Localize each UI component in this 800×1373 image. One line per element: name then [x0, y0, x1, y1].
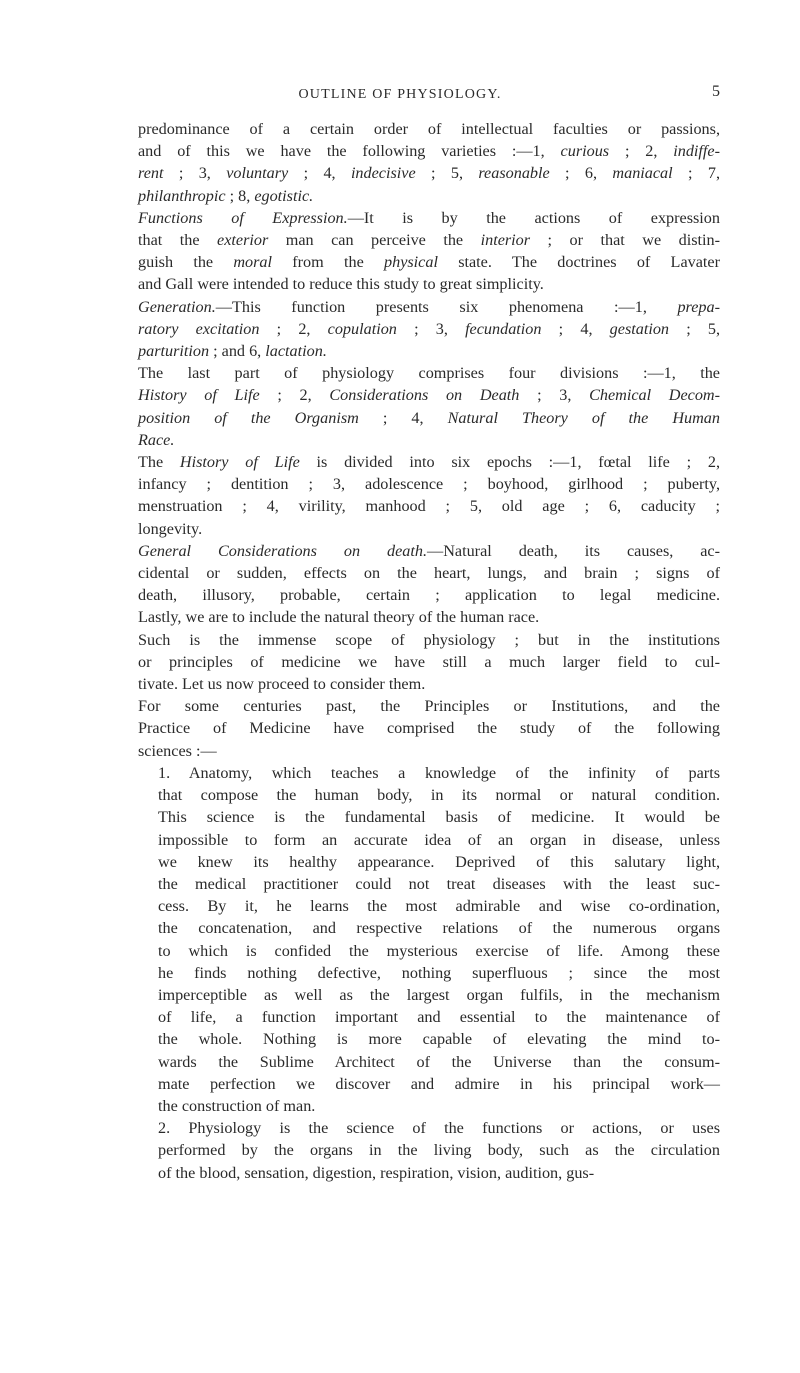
- italic-run: History of Life: [179, 453, 300, 472]
- text-line: [138, 162, 720, 184]
- text-run: —Natural death, its causes, ac-: [427, 541, 720, 560]
- text-run: ; 4,: [358, 408, 448, 427]
- text-run: The: [138, 453, 180, 472]
- text-run: tivate. Let us now proceed to consider them.: [138, 675, 426, 694]
- italic-run: History of Life: [138, 386, 260, 405]
- text-run: performed by the organs in the living body, such as the circulation: [158, 1141, 720, 1160]
- italic-run: Chemical Decom-: [589, 386, 721, 405]
- text-run: wards the Sublime Architect of the Universe than the consum-: [158, 1052, 720, 1071]
- italic-run: curious: [560, 142, 610, 161]
- paragraph: [138, 451, 720, 540]
- text-line: [138, 962, 720, 984]
- paragraph: [138, 540, 720, 629]
- text-run: ; 7,: [672, 164, 721, 183]
- italic-run: lactation.: [265, 342, 327, 361]
- text-line: [138, 784, 720, 806]
- text-run: of the blood, sensation, digestion, respiration, vision, audition, gus-: [158, 1163, 595, 1182]
- text-line: [138, 518, 720, 540]
- text-run: mate perfection we discover and admire in his principal work—: [158, 1074, 720, 1093]
- text-line: [138, 362, 720, 384]
- italic-run: Functions of Expression.: [138, 208, 348, 227]
- text-line: [138, 473, 720, 495]
- text-run: cidental or sudden, effects on the heart, lungs, and brain ; signs of: [138, 564, 720, 583]
- text-line: [138, 895, 720, 917]
- italic-run: General Considerations on death.: [138, 541, 428, 560]
- text-run: or principles of medicine we have still a much larger field to cul-: [138, 652, 720, 671]
- text-line: [138, 584, 720, 606]
- text-line: [138, 140, 720, 162]
- italic-run: indecisive: [350, 164, 416, 183]
- italic-run: Considerations on Death: [329, 386, 520, 405]
- text-run: ; 5,: [415, 164, 479, 183]
- text-run: imperceptible as well as the largest organ fulfils, in the mechanism: [158, 985, 720, 1004]
- text-line: [138, 296, 720, 318]
- text-run: Practice of Medicine have comprised the study of the following: [138, 719, 720, 738]
- text-run: and of this we have the following varieties :—1,: [138, 142, 561, 161]
- text-line: [138, 651, 720, 673]
- text-line: [138, 629, 720, 651]
- text-run: —It is by the actions of expression: [347, 208, 720, 227]
- text-run: impossible to form an accurate idea of an organ in disease, unless: [158, 830, 720, 849]
- text-run: ; 8,: [225, 186, 255, 205]
- text-run: ; 6,: [549, 164, 613, 183]
- italic-run: voluntary: [226, 164, 289, 183]
- italic-run: egotistic.: [254, 186, 314, 205]
- paragraph: [138, 762, 720, 1117]
- text-run: menstruation ; 4, virility, manhood ; 5, old age ; 6, caducity ;: [138, 497, 720, 516]
- text-run: ; 3,: [519, 386, 590, 405]
- italic-run: reasonable: [478, 164, 550, 183]
- italic-run: position of the Organism: [138, 408, 359, 427]
- italic-run: maniacal: [612, 164, 673, 183]
- text-line: [138, 318, 720, 340]
- text-run: ; 4,: [288, 164, 351, 183]
- italic-run: ratory excitation: [138, 319, 260, 338]
- text-line: [138, 185, 720, 207]
- text-line: [138, 540, 720, 562]
- text-line: [138, 1051, 720, 1073]
- text-run: ; 2,: [259, 319, 328, 338]
- paragraph: [138, 207, 720, 296]
- text-line: [138, 118, 720, 140]
- text-run: the concatenation, and respective relations of the numerous organs: [158, 919, 720, 938]
- text-line: [138, 251, 720, 273]
- text-line: [138, 717, 720, 739]
- italic-run: Natural Theory of the Human: [447, 408, 720, 427]
- text-run: ; 5,: [669, 319, 721, 338]
- text-run: that the: [138, 231, 218, 250]
- text-line: [138, 1006, 720, 1028]
- paragraph: [138, 1117, 720, 1184]
- text-run: ; 3,: [163, 164, 227, 183]
- text-run: 1. Anatomy, which teaches a knowledge of the infinity of parts: [158, 763, 720, 782]
- italic-run: Race.: [138, 430, 175, 449]
- text-line: [138, 695, 720, 717]
- italic-run: fecundation: [465, 319, 542, 338]
- text-run: ; or that we distin-: [530, 231, 720, 250]
- text-line: [138, 940, 720, 962]
- text-line: [138, 229, 720, 251]
- text-run: ; 2,: [609, 142, 674, 161]
- text-run: Lastly, we are to include the natural theory of the human race.: [138, 608, 540, 627]
- text-run: we knew its healthy appearance. Deprived of this salutary light,: [158, 852, 720, 871]
- text-line: [138, 273, 720, 295]
- text-line: [138, 873, 720, 895]
- text-line: [138, 340, 720, 362]
- text-run: The last part of physiology comprises four divisions :—1, the: [138, 364, 720, 383]
- italic-run: philanthropic: [138, 186, 226, 205]
- text-run: that compose the human body, in its normal or natural condition.: [158, 786, 720, 805]
- text-line: [138, 1073, 720, 1095]
- body-text: [138, 118, 720, 1184]
- text-run: ; and 6,: [209, 342, 266, 361]
- italic-run: physical: [384, 253, 438, 272]
- text-line: [138, 495, 720, 517]
- text-line: [138, 384, 720, 406]
- text-run: ; 4,: [541, 319, 610, 338]
- text-line: [138, 1117, 720, 1139]
- italic-run: moral: [233, 253, 273, 272]
- italic-run: exterior: [217, 231, 269, 250]
- text-run: from the: [272, 253, 384, 272]
- text-run: predominance of a certain order of intellectual faculties or passions,: [138, 120, 720, 138]
- italic-run: copulation: [327, 319, 397, 338]
- text-run: he finds nothing defective, nothing superfluous ; since the most: [158, 963, 720, 982]
- paragraph: [138, 629, 720, 696]
- text-line: [138, 740, 720, 762]
- italic-run: rent: [138, 164, 164, 183]
- text-run: of life, a function important and essential to the maintenance of: [158, 1008, 720, 1027]
- text-line: [138, 984, 720, 1006]
- text-line: [138, 606, 720, 628]
- running-header: OUTLINE OF PHYSIOLOGY.: [298, 87, 502, 102]
- text-run: Such is the immense scope of physiology ; but in the institutions: [138, 630, 720, 649]
- text-run: For some centuries past, the Principles or Institutions, and the: [138, 697, 720, 716]
- text-line: [138, 1139, 720, 1161]
- text-line: [138, 451, 720, 473]
- paragraph: [138, 296, 720, 363]
- text-line: [138, 407, 720, 429]
- text-line: [138, 429, 720, 451]
- text-run: ; 2,: [259, 386, 330, 405]
- text-run: and Gall were intended to reduce this study to great simplicity.: [138, 275, 544, 294]
- text-line: [138, 917, 720, 939]
- italic-run: interior: [480, 231, 531, 250]
- text-line: [138, 207, 720, 229]
- text-run: ; 3,: [396, 319, 466, 338]
- text-run: is divided into six epochs :—1, fœtal life ; 2,: [299, 453, 720, 472]
- text-run: infancy ; dentition ; 3, adolescence ; boyhood, girlhood ; puberty,: [138, 475, 720, 494]
- text-line: [138, 562, 720, 584]
- text-run: This science is the fundamental basis of medicine. It would be: [158, 808, 720, 827]
- text-run: the medical practitioner could not treat diseases with the least suc-: [158, 874, 720, 893]
- text-run: —This function presents six phenomena :—1,: [215, 297, 678, 316]
- paragraph: [138, 695, 720, 762]
- text-run: longevity.: [138, 519, 203, 538]
- text-line: [138, 1095, 720, 1117]
- text-line: [138, 673, 720, 695]
- paragraph: [138, 362, 720, 451]
- italic-run: parturition: [138, 342, 210, 361]
- text-run: cess. By it, he learns the most admirable and wise co-ordination,: [158, 897, 720, 916]
- text-run: guish the: [138, 253, 234, 272]
- page-number: 5: [712, 83, 720, 100]
- paragraph: [138, 118, 720, 207]
- text-run: the whole. Nothing is more capable of elevating the mind to-: [158, 1030, 720, 1049]
- text-line: [138, 762, 720, 784]
- italic-run: gestation: [609, 319, 670, 338]
- text-line: [138, 1028, 720, 1050]
- text-run: sciences :—: [138, 741, 217, 760]
- text-run: 2. Physiology is the science of the functions or actions, or uses: [158, 1119, 720, 1138]
- text-run: state. The doctrines of Lavater: [437, 253, 720, 272]
- text-line: [138, 851, 720, 873]
- italic-run: prepa-: [677, 297, 720, 316]
- text-run: the construction of man.: [158, 1096, 316, 1115]
- text-run: to which is confided the mysterious exercise of life. Among these: [158, 941, 720, 960]
- text-run: death, illusory, probable, certain ; application to legal medicine.: [138, 586, 720, 605]
- italic-run: Generation.: [138, 297, 216, 316]
- italic-run: indiffe-: [673, 142, 721, 161]
- text-line: [138, 829, 720, 851]
- text-line: [138, 1162, 720, 1184]
- text-run: man can perceive the: [268, 231, 481, 250]
- text-line: [138, 806, 720, 828]
